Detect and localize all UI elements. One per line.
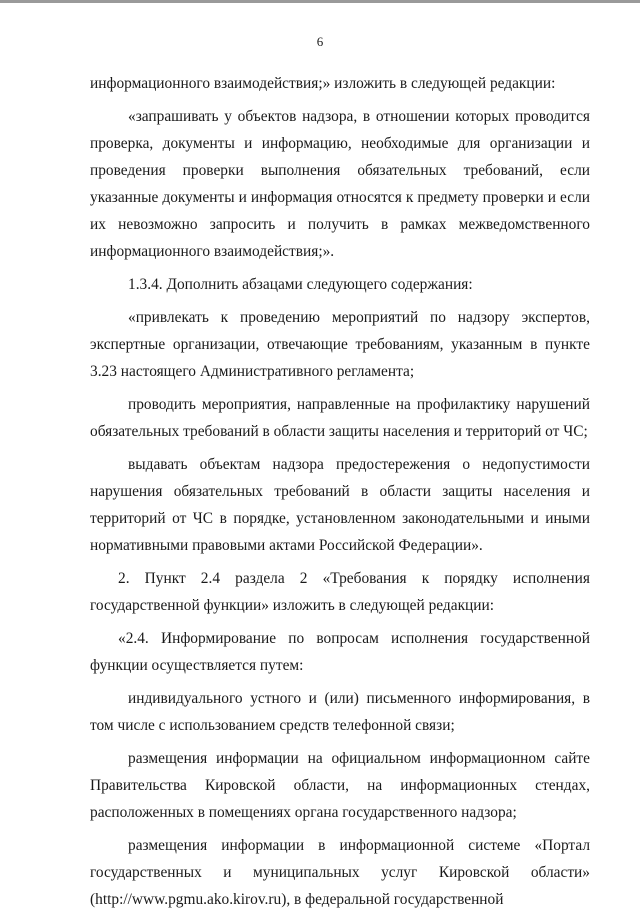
paragraph-individual-info: индивидуального устного и (или) письменного информирования, в том числе с использованием средств телефонной связи; — [90, 690, 590, 734]
paragraph-official-site: размещения информации на официальном информационном сайте Правительства Кировской области, на информационных стендах, расположенных в помещениях органа государственного надзора; — [90, 750, 590, 821]
paragraph-quote-request: «запрашивать у объектов надзора, в отношении которых проводится проверка, документы и информацию, необходимые для организации и проведения проверки выполнения обязательных требований, если указанные документы и информация относятся к предмету проверки и если их невозможно запросить и получить в рамках межведомственного информационного взаимодействия;». — [90, 108, 590, 260]
paragraph-item-1-3-4: 1.3.4. Дополнить абзацами следующего содержания: — [128, 276, 473, 293]
paragraph-warnings: выдавать объектам надзора предостережения о недопустимости нарушения обязательных требований в области защиты населения и территорий от ЧС в порядке, установленном законодательными и иными нормативными правовыми актами Российской Федерации». — [90, 456, 590, 554]
top-border-line — [0, 0, 640, 3]
document-body — [90, 70, 590, 913]
paragraph-item-2: 2. Пункт 2.4 раздела 2 «Требования к порядку исполнения государственной функции» изложить в следующей редакции: — [90, 570, 590, 614]
paragraph-portal: размещения информации в информационной системе «Портал государственных и муниципальных услуг Кировской области» (http://www.pgmu.ako.kirov.ru), в федеральной государственной — [90, 837, 590, 908]
paragraph-prevention: проводить мероприятия, направленные на профилактику нарушений обязательных требований в области защиты населения и территорий от ЧС; — [90, 396, 590, 440]
paragraph-involve-experts: «привлекать к проведению мероприятий по надзору экспертов, экспертные организации, отвечающие требованиям, указанным в пункте 3.23 настоящего Административного регламента; — [90, 309, 590, 380]
page-number: 6 — [316, 34, 324, 49]
paragraph-continuation: информационного взаимодействия;» изложить в следующей редакции: — [90, 75, 556, 92]
paragraph-item-2-4: «2.4. Информирование по вопросам исполнения государственной функции осуществляется путем: — [90, 630, 590, 674]
